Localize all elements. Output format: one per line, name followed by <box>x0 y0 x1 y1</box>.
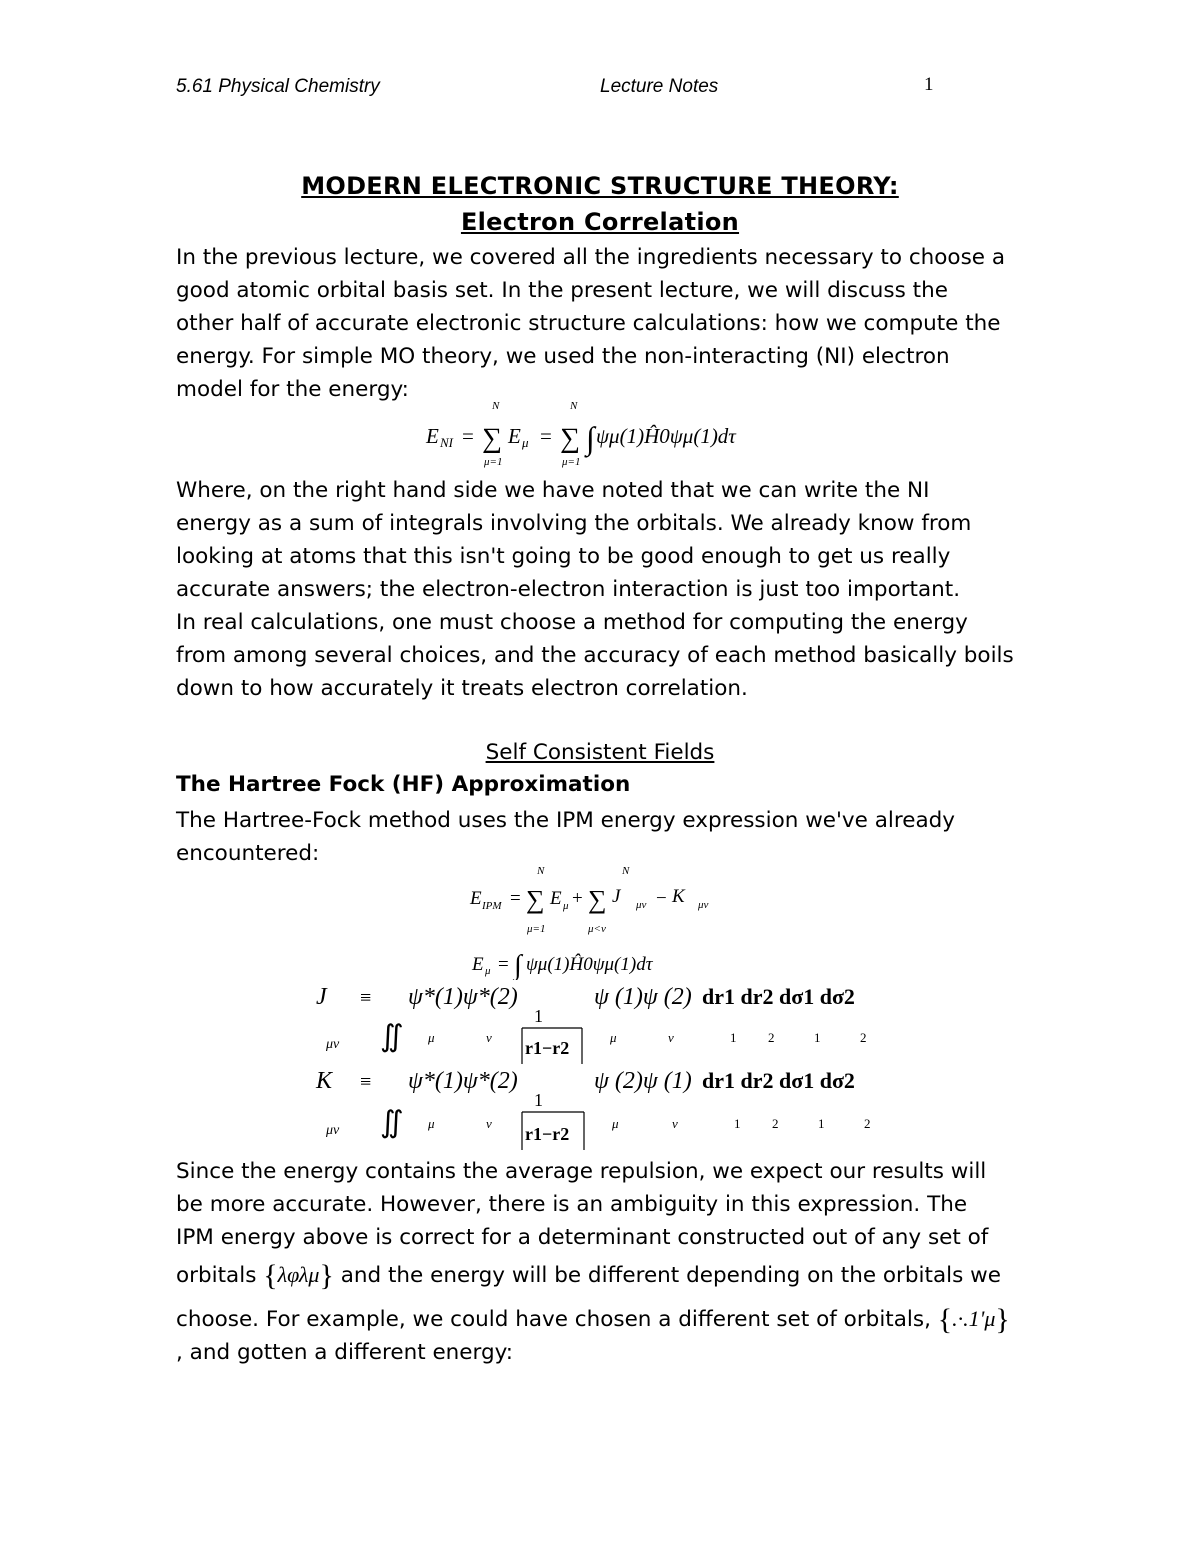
svg-text:2: 2 <box>864 1116 871 1131</box>
header-lecture-notes: Lecture Notes <box>600 76 719 97</box>
text-line: In the previous lecture, we covered all the ingredients necessary to choose a <box>176 245 1006 270</box>
svg-text:∑: ∑ <box>560 423 580 454</box>
svg-text:ψ*(1)ψ*(2): ψ*(1)ψ*(2) <box>408 1068 518 1094</box>
equation-exchange-integral <box>310 1056 890 1156</box>
text-line: In real calculations, one must choose a method for computing the energy <box>176 610 968 635</box>
text-line: Since the energy contains the average repulsion, we expect our results will <box>176 1159 987 1184</box>
svg-text:μ: μ <box>428 1030 435 1045</box>
text-line: down to how accurately it treats electron correlation. <box>176 676 748 701</box>
eq-lhs-sub: NI <box>440 435 453 450</box>
ipm-K-sub: μν <box>698 899 709 911</box>
text-line: energy as a sum of integrals involving the orbitals. We already know from <box>176 511 972 536</box>
text-fragment: choose. For example, we could have chosen a different set of orbitals, <box>176 1307 931 1332</box>
svg-text:1: 1 <box>734 1116 741 1131</box>
equation-ipm-energy <box>460 862 760 942</box>
svg-text:∬: ∬ <box>380 1106 404 1139</box>
k-differentials: dr1 dr2 dσ1 dσ2 <box>702 1068 855 1093</box>
ipm-E: E <box>550 888 562 909</box>
sum-upper: N <box>492 400 500 412</box>
text-line: model for the energy: <box>176 377 409 402</box>
math-text: .·.1'μ <box>952 1306 996 1331</box>
svg-text:μ: μ <box>610 1030 617 1045</box>
svg-text:=: = <box>510 888 521 909</box>
text-line: looking at atoms that this isn't going to be good enough to get us really <box>176 544 951 569</box>
orbital-set-math: {λφλμ} <box>263 1259 334 1292</box>
k-equiv: ≡ <box>360 1071 372 1093</box>
text-line: encountered: <box>176 841 320 866</box>
svg-text:=: = <box>540 424 552 448</box>
text-line: , and gotten a different energy: <box>176 1340 514 1365</box>
svg-text:=: = <box>498 954 509 975</box>
svg-text:∬: ∬ <box>380 1020 404 1053</box>
subsection-heading: The Hartree Fock (HF) Approximation <box>176 772 631 797</box>
ipm-sum1-lower: μ=1 <box>527 923 546 935</box>
svg-text:ν: ν <box>672 1116 678 1131</box>
j-sub: μν <box>326 1037 340 1052</box>
text-line: other half of accurate electronic structure calculations: how we compute the <box>176 311 1001 336</box>
text-line: from among several choices, and the accuracy of each method basically boils <box>176 643 1014 668</box>
ipm-sum2-lower: μ<ν <box>588 923 606 935</box>
emu-lhs: E <box>472 954 484 975</box>
svg-text:1: 1 <box>818 1116 825 1131</box>
eq-integrand: ψμ(1)Ĥ0ψμ(1)dτ <box>596 424 736 448</box>
page-title: MODERN ELECTRONIC STRUCTURE THEORY: <box>301 172 899 200</box>
svg-text:2: 2 <box>768 1030 775 1045</box>
ipm-sum2-upper: N <box>622 865 630 877</box>
text-line: energy. For simple MO theory, we used the non-interacting (NI) electron <box>176 344 950 369</box>
page-subtitle: Electron Correlation <box>460 208 740 236</box>
k-numerator: 1 <box>534 1090 543 1110</box>
sum2-upper: N <box>570 400 578 412</box>
svg-text:∑: ∑ <box>588 885 607 914</box>
svg-text:2: 2 <box>772 1116 779 1131</box>
math-text: λφλμ <box>277 1262 320 1287</box>
svg-text:−: − <box>656 888 667 909</box>
text-fragment: and the energy will be different depending on the orbitals we <box>340 1263 1001 1288</box>
k-sub: μν <box>326 1123 340 1138</box>
svg-text:∑: ∑ <box>526 885 545 914</box>
j-numerator: 1 <box>534 1006 543 1026</box>
eq-term-sub: μ <box>522 435 529 450</box>
eq-term: E <box>508 424 521 448</box>
sum-lower: μ=1 <box>484 456 503 468</box>
text-line: The Hartree-Fock method uses the IPM energy expression we've already <box>176 808 955 833</box>
svg-text:2: 2 <box>860 1030 867 1045</box>
svg-text:ψ (2)ψ (1): ψ (2)ψ (1) <box>594 1068 692 1094</box>
svg-text:μ: μ <box>428 1116 435 1131</box>
svg-text:ν: ν <box>486 1116 492 1131</box>
page-number: 1 <box>924 74 934 95</box>
equation-ni-energy <box>400 395 820 475</box>
text-line: good atomic orbital basis set. In the present lecture, we will discuss the <box>176 278 948 303</box>
hf-intro-paragraph <box>176 804 1036 870</box>
j-equiv: ≡ <box>360 987 372 1009</box>
svg-text:1: 1 <box>814 1030 821 1045</box>
ipm-sum1-upper: N <box>537 865 545 877</box>
svg-text:+: + <box>572 888 583 909</box>
ni-discussion-paragraph <box>176 474 1036 705</box>
eq-lhs: E <box>426 424 439 448</box>
text-line: Where, on the right hand side we have noted that we can write the NI <box>176 478 930 503</box>
alt-orbital-set-math: {.·.1'μ} <box>937 1303 1010 1336</box>
k-symbol: K <box>316 1068 333 1094</box>
svg-text:μ: μ <box>612 1116 619 1131</box>
ipm-lhs-sub: IPM <box>482 900 502 912</box>
text-line: be more accurate. However, there is an ambiguity in this expression. The <box>176 1192 968 1217</box>
j-denominator: r1−r2 <box>525 1038 570 1058</box>
ipm-J-sub: μν <box>636 899 647 911</box>
svg-text:∫: ∫ <box>514 950 522 980</box>
svg-text:1: 1 <box>730 1030 737 1045</box>
emu-lhs-sub: μ <box>485 965 491 977</box>
svg-text:∫: ∫ <box>586 420 595 456</box>
svg-text:ν: ν <box>486 1030 492 1045</box>
k-denominator: r1−r2 <box>525 1124 570 1144</box>
j-differentials: dr1 dr2 dσ1 dσ2 <box>702 984 855 1009</box>
equation-coulomb-integral <box>310 972 890 1068</box>
ipm-lhs: E <box>470 888 482 909</box>
closing-paragraph <box>176 1155 1036 1369</box>
text-line <box>176 1258 1036 1292</box>
text-line: IPM energy above is correct for a determinant constructed out of any set of <box>176 1225 989 1250</box>
sum2-lower: μ=1 <box>562 456 581 468</box>
svg-text:ψ*(1)ψ*(2): ψ*(1)ψ*(2) <box>408 984 518 1010</box>
section-heading: Self Consistent Fields <box>485 740 715 765</box>
svg-text:ψ (1)ψ (2): ψ (1)ψ (2) <box>594 984 692 1010</box>
intro-paragraph <box>176 241 1036 406</box>
ipm-E-sub: μ <box>563 900 569 912</box>
text-line: accurate answers; the electron-electron interaction is just too important. <box>176 577 961 602</box>
text-line <box>176 1302 1036 1336</box>
ipm-J: J <box>612 886 621 907</box>
emu-rhs: ψμ(1)Ĥ0ψμ(1)dτ <box>526 954 653 975</box>
svg-text:ν: ν <box>668 1030 674 1045</box>
text-fragment: orbitals <box>176 1263 257 1288</box>
svg-text:∑: ∑ <box>482 423 502 454</box>
ipm-K: K <box>672 886 685 907</box>
svg-text:=: = <box>462 424 474 448</box>
j-symbol: J <box>316 984 327 1010</box>
header-course: 5.61 Physical Chemistry <box>176 76 380 97</box>
